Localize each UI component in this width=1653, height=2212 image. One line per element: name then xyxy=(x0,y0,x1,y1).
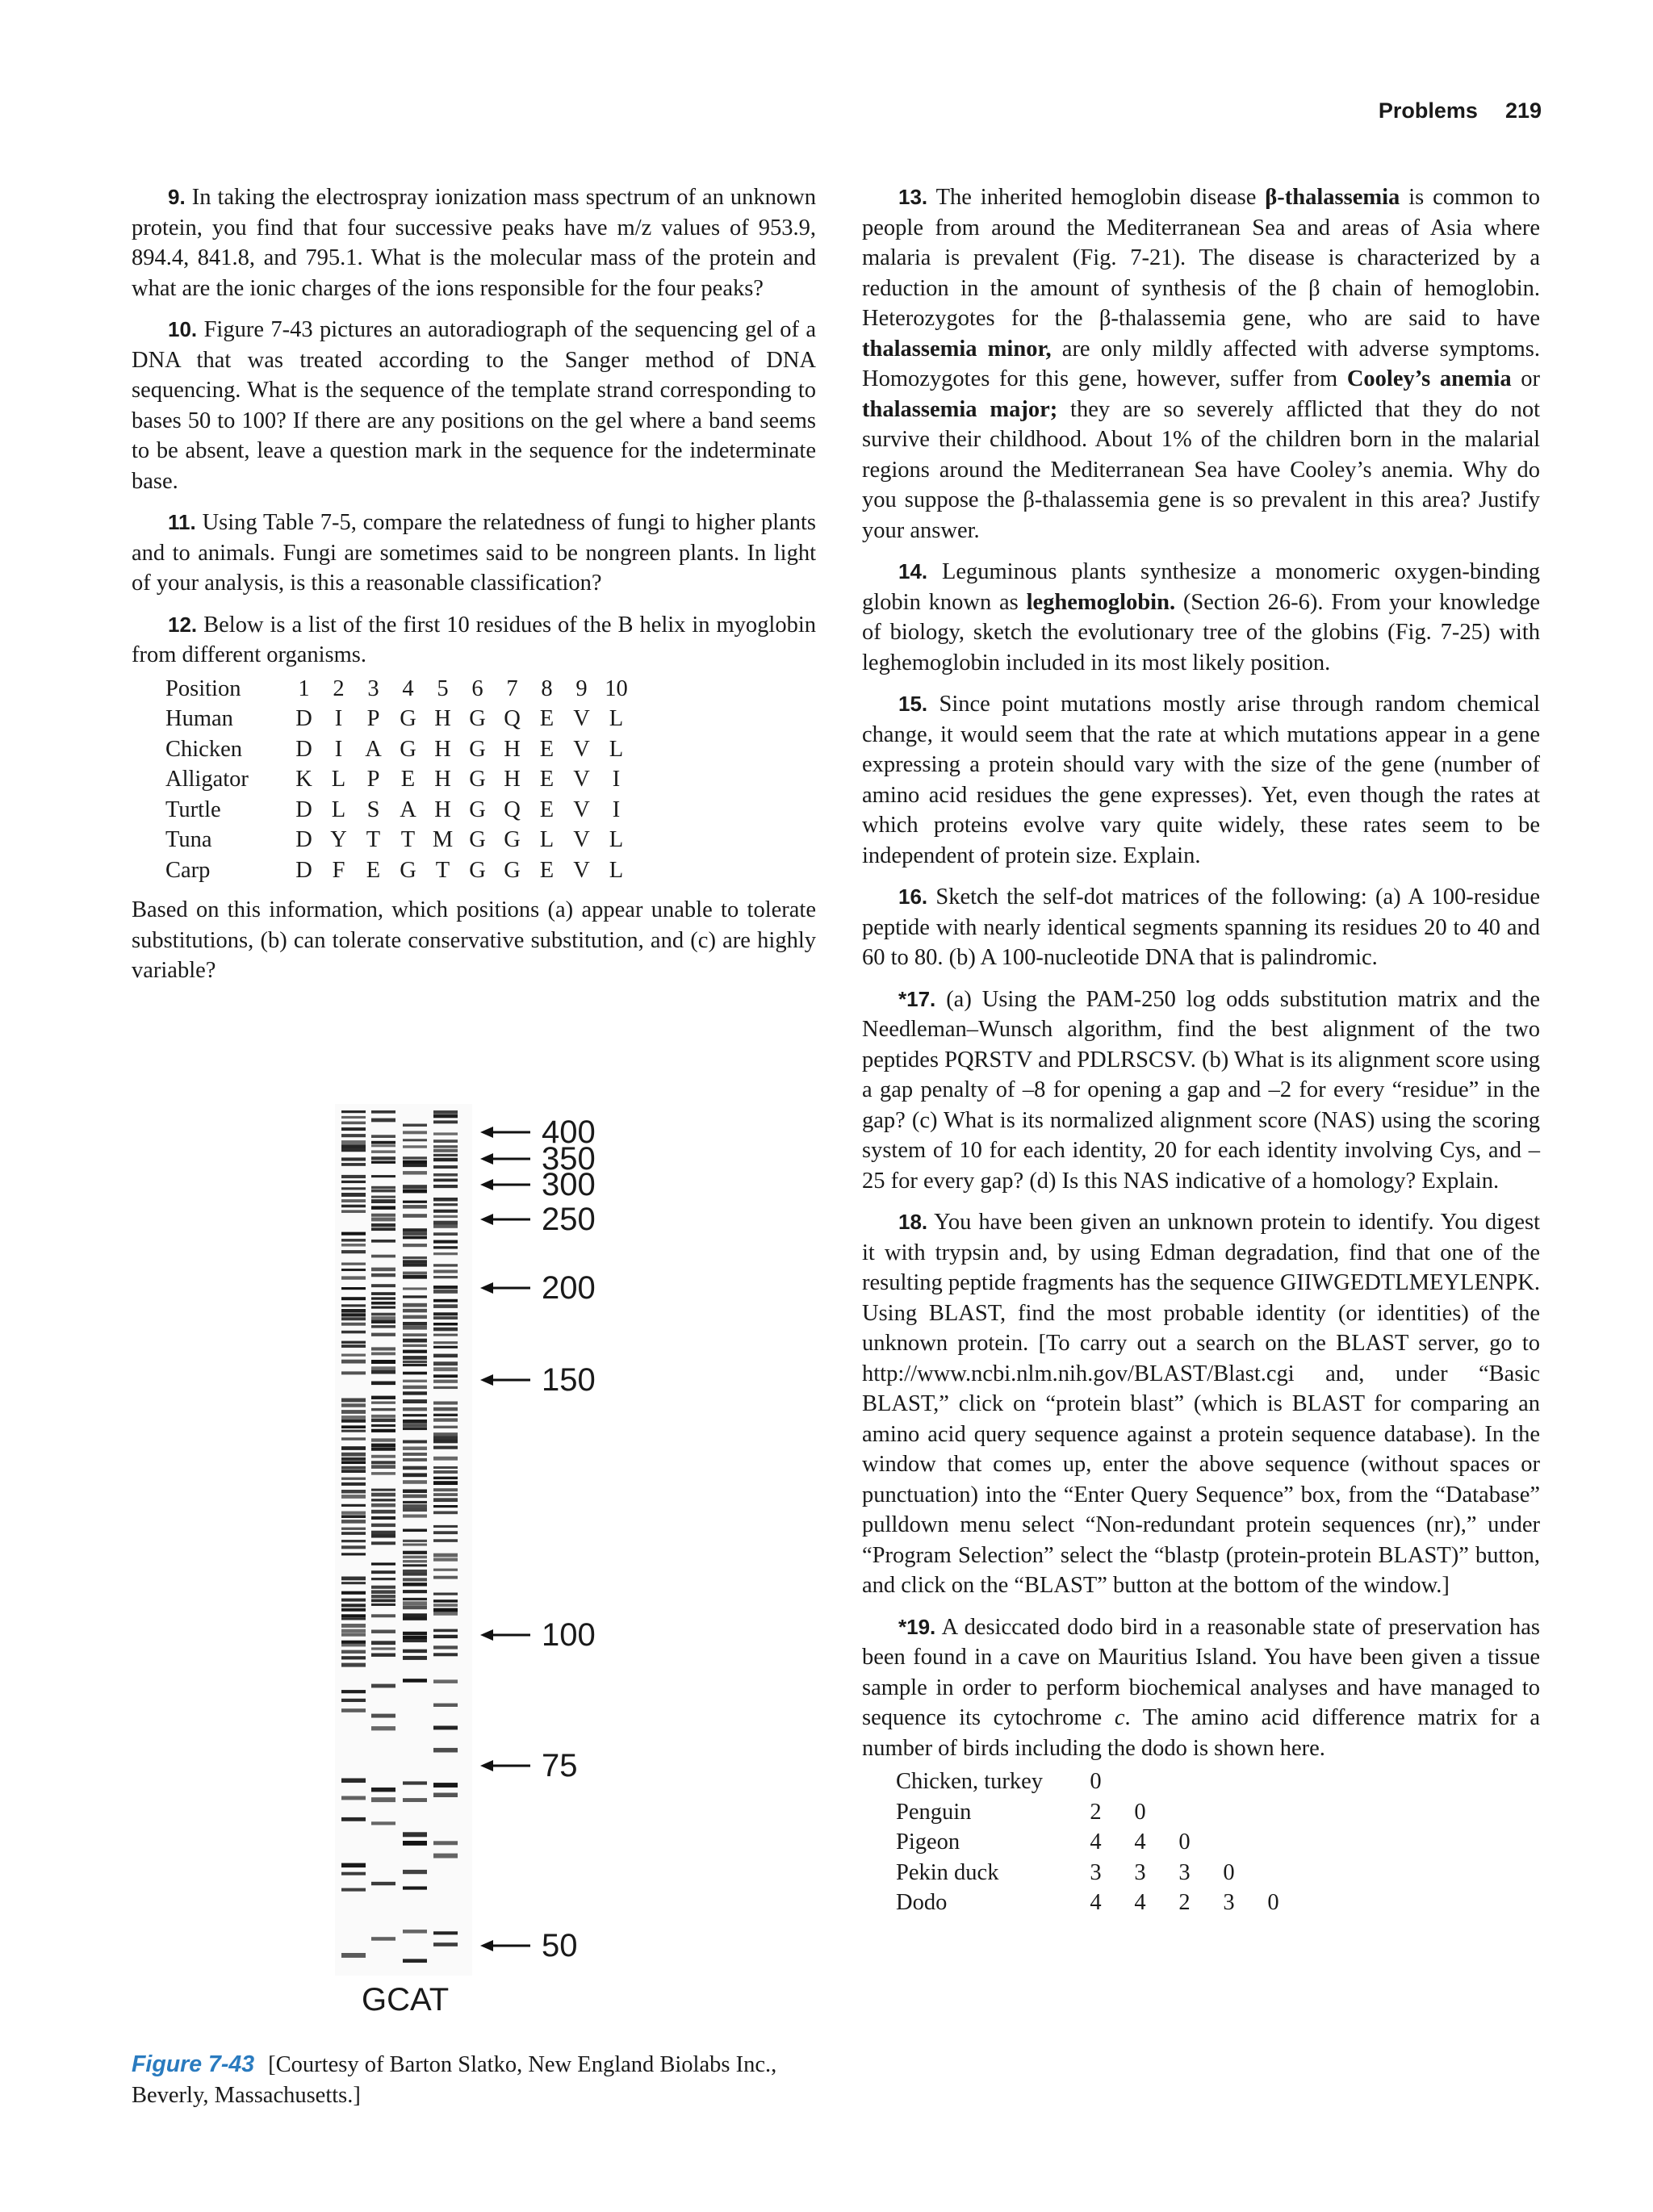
table-cell: E xyxy=(539,797,554,822)
table-row xyxy=(165,795,634,826)
problem-text: (Section 26-6). From your knowledge of biology, sketch the evolutionary tree of the globins (Fig. 7-25) with leghemoglobin included in its most likely position. xyxy=(862,589,1540,675)
table-cell: D xyxy=(295,857,312,883)
table-cell: K xyxy=(295,767,312,792)
table-cell: 2 xyxy=(1178,1890,1191,1915)
table-cell: M xyxy=(432,827,454,852)
marker-label: 400 xyxy=(542,1114,596,1150)
table-row xyxy=(896,1827,1295,1858)
table-cell: P xyxy=(366,767,380,792)
problem-11 xyxy=(132,508,816,599)
table-cell: G xyxy=(504,857,521,883)
table-cell: L xyxy=(609,736,624,762)
table-cell xyxy=(1162,1797,1207,1828)
table-cell: S xyxy=(366,797,380,822)
table-cell: 0 xyxy=(1090,1769,1102,1794)
residue-table xyxy=(165,674,634,886)
problem-number: 18. xyxy=(898,1210,928,1234)
table-cell: 3 xyxy=(367,675,379,701)
row-label: Chicken xyxy=(165,736,242,762)
problem-text: Sketch the self-dot matrices of the following: (a) A 100-residue peptide with nearly identical segments spanning its residues 20 to 40 and 60 to 80. (b) A 100-nucleotide DNA that is palindromic. xyxy=(862,884,1540,970)
problem-16 xyxy=(862,882,1540,973)
table-cell: Q xyxy=(504,706,521,731)
difference-matrix xyxy=(896,1767,1295,1918)
table-cell: D xyxy=(295,736,312,762)
table-cell xyxy=(1162,1767,1207,1797)
problem-number: 9. xyxy=(168,185,186,209)
table-cell: E xyxy=(539,706,554,731)
table-cell: E xyxy=(400,767,416,792)
size-marker xyxy=(480,1930,578,1962)
problem-text: are only mildly affected with adverse symptoms. Homozygotes for this gene, however, suffer from xyxy=(862,336,1540,391)
table-cell: 4 xyxy=(1090,1890,1102,1915)
lanes-label: GCAT xyxy=(362,1982,450,2018)
table-cell: V xyxy=(573,857,590,883)
term-cooleys-anemia: Cooley’s anemia xyxy=(1346,366,1512,391)
table-cell: G xyxy=(469,797,486,822)
table-cell: 8 xyxy=(541,675,553,701)
table-cell: D xyxy=(295,797,312,822)
size-marker xyxy=(480,1364,596,1396)
table-cell: 5 xyxy=(437,675,449,701)
table-row xyxy=(165,764,634,795)
table-cell: 4 xyxy=(1134,1829,1146,1854)
table-row xyxy=(165,704,634,734)
table-cell: H xyxy=(434,706,451,731)
problem-text: In taking the electrospray ionization mass spectrum of an unknown protein, you find that four successive peaks have m/z values of 953.9, 894.4, 841.8, and 795.1. What is the molecular mass of the protein and what are the ionic charges of the ions responsible for the four peaks? xyxy=(132,185,817,301)
table-cell: 0 xyxy=(1178,1829,1191,1854)
table-cell: L xyxy=(609,827,624,852)
problem-19 xyxy=(862,1612,1540,1764)
arrow-left-icon xyxy=(480,1177,530,1193)
table-cell: A xyxy=(400,797,416,822)
row-label: Alligator xyxy=(165,767,249,792)
table-cell: 6 xyxy=(471,675,483,701)
section-title: Problems xyxy=(1378,98,1478,123)
table-cell: I xyxy=(334,706,343,731)
figure-7-43 xyxy=(335,1104,674,2018)
table-cell: 0 xyxy=(1223,1859,1235,1885)
problem-text: . The amino acid difference matrix for a number of birds including the dodo is shown here. xyxy=(862,1705,1540,1761)
problem-13 xyxy=(862,182,1540,546)
table-cell: 10 xyxy=(605,675,628,701)
arrow-left-icon xyxy=(480,1280,530,1296)
table-cell xyxy=(1207,1827,1251,1858)
table-cell xyxy=(1118,1767,1162,1797)
table-cell: G xyxy=(469,767,486,792)
table-cell: V xyxy=(573,767,590,792)
table-cell: A xyxy=(365,736,382,762)
table-cell: I xyxy=(334,736,343,762)
problem-text: You have been given an unknown protein to identify. You digest it with trypsin and, by using Edman degradation, find that one of the resulting peptide fragments has the sequence GIIWGEDTLMEYLENPK. Using BLAST, find the most probable identity (or identities) of the unknown protein. [To carry out a search on the BLAST server, go to http://www.ncbi.nlm.nih.gov/BLAST/Blast.cgi and, under “Basic BLAST,” click on “protein blast” (which is BLAST for comparing an amino acid query sequence against a protein sequence database). In the window that comes up, enter the above sequence (without spaces or punctuation) into the “Enter Query Sequence” box, from the “Database” pulldown menu select “Non-redundant protein sequences (nr),” under “Program Selection” select the “blastp (protein-protein BLAST)” button, and click on the “BLAST” button at the bottom of the window.] xyxy=(862,1210,1540,1598)
arrow-left-icon xyxy=(480,1372,530,1388)
table-cell: L xyxy=(609,706,624,731)
table-cell xyxy=(1251,1827,1295,1858)
table-cell: T xyxy=(366,827,381,852)
term-thalassemia-minor: thalassemia minor, xyxy=(862,336,1052,362)
table-cell: H xyxy=(434,736,451,762)
table-cell: 4 xyxy=(1134,1890,1146,1915)
problem-text: Below is a list of the first 10 residues of the B helix in myoglobin from different organisms. xyxy=(132,612,817,667)
table-cell: L xyxy=(539,827,554,852)
table-cell: 1 xyxy=(298,675,310,701)
caption-text: [Courtesy of Barton Slatko, New England Biolabs Inc., Beverly, Massachusetts.] xyxy=(132,2052,777,2108)
table-cell xyxy=(1207,1767,1251,1797)
table-cell: G xyxy=(469,706,486,731)
table-row xyxy=(165,825,634,855)
table-header-row xyxy=(165,674,634,705)
marker-label: 100 xyxy=(542,1617,596,1653)
table-cell: H xyxy=(434,797,451,822)
problem-number: 14. xyxy=(898,559,928,583)
problem-number: 10. xyxy=(168,317,198,341)
problem-10 xyxy=(132,315,816,496)
table-cell: 9 xyxy=(575,675,588,701)
row-label: Chicken, turkey xyxy=(896,1769,1044,1794)
table-cell: E xyxy=(366,857,381,883)
table-cell: D xyxy=(295,706,312,731)
problem-number: *17. xyxy=(898,986,936,1011)
figure-label: Figure 7-43 xyxy=(132,2051,255,2077)
table-cell: 3 xyxy=(1090,1859,1102,1885)
problem-text: A desiccated dodo bird in a reasonable state of preservation has been found in a cave on Mauritius Island. You have been given a tissue sample in order to perform biochemical analyses and have managed to sequence its cytochrome xyxy=(862,1614,1540,1730)
table-cell: L xyxy=(331,767,346,792)
table-cell: 4 xyxy=(402,675,414,701)
table-cell: P xyxy=(366,706,380,731)
marker-label: 200 xyxy=(542,1270,596,1306)
arrow-left-icon xyxy=(480,1758,530,1774)
row-label: Position xyxy=(165,675,241,701)
problem-9 xyxy=(132,182,816,303)
table-cell: Y xyxy=(330,827,347,852)
problem-text: is common to people from around the Mediterranean Sea and areas of Asia where malaria is prevalent (Fig. 7-21). The disease is characterized by a reduction in the amount of synthesis of the β chain of hemoglobin. Heterozygotes for the β-thalassemia gene, who are said to have xyxy=(862,185,1540,331)
problem-12-followup: Based on this information, which positions (a) appear unable to tolerate substitutions, (b) can tolerate conservative substitution, and (c) are highly variable? xyxy=(132,897,816,983)
arrow-left-icon xyxy=(480,1938,530,1954)
marker-label: 250 xyxy=(542,1202,596,1237)
table-cell: G xyxy=(400,706,416,731)
row-label: Pigeon xyxy=(896,1829,960,1854)
row-label: Dodo xyxy=(896,1890,948,1915)
marker-label: 350 xyxy=(542,1141,596,1177)
table-cell: 7 xyxy=(506,675,518,701)
right-column xyxy=(862,182,1540,1918)
table-cell: 2 xyxy=(333,675,345,701)
row-label: Pekin duck xyxy=(896,1859,999,1885)
table-row xyxy=(896,1888,1295,1918)
table-row xyxy=(165,855,634,886)
table-cell: Q xyxy=(504,797,521,822)
problem-18 xyxy=(862,1207,1540,1601)
size-marker xyxy=(480,1169,596,1201)
arrow-left-icon xyxy=(480,1627,530,1643)
table-row xyxy=(165,734,634,765)
table-cell: T xyxy=(400,827,416,852)
table-cell: E xyxy=(539,857,554,883)
marker-label: 300 xyxy=(542,1167,596,1202)
problem-text: Using Table 7-5, compare the relatedness of fungi to higher plants and to animals. Fungi are sometimes said to be nongreen plants. In light of your analysis, is this a reasonable classification? xyxy=(132,510,816,596)
left-column xyxy=(132,182,816,997)
term-leghemoglobin: leghemoglobin. xyxy=(1026,589,1176,615)
problem-number: 11. xyxy=(168,510,196,534)
problem-number: *19. xyxy=(898,1614,936,1639)
table-cell: H xyxy=(434,767,451,792)
marker-label: 75 xyxy=(542,1748,578,1783)
table-cell: G xyxy=(469,827,486,852)
table-cell: T xyxy=(435,857,450,883)
table-cell: L xyxy=(331,797,346,822)
table-cell: H xyxy=(504,767,521,792)
row-label: Turtle xyxy=(165,797,221,822)
problem-text: Since point mutations mostly arise through random chemical change, it would seem that the rate at which mutations appear in a gene expressing a protein should vary with the size of the gene (number of amino acid residues the gene expresses). Yet, even though the rates at which proteins evolve vary quite widely, these rates seem to be independent of protein size. Explain. xyxy=(862,692,1540,868)
table-cell: G xyxy=(469,736,486,762)
problem-text: Leguminous plants synthesize a monomeric oxygen-binding globin known as xyxy=(862,559,1541,615)
row-label: Carp xyxy=(165,857,211,883)
problem-text: (a) Using the PAM-250 log odds substitution matrix and the Needleman–Wunsch algorithm, find the best alignment of the two peptides PQRSTV and PDLRSCSV. (b) What is its alignment score using a gap penalty of –8 for opening a gap and –2 for every “residue” in the gap? (c) What is its normalized alignment score (NAS) using the scoring system of 10 for each identity, 20 for each identity involving Cys, and –25 for every gap? (d) Is this NAS indicative of a homology? Explain. xyxy=(862,986,1540,1194)
problem-17 xyxy=(862,985,1540,1197)
table-cell: F xyxy=(332,857,345,883)
figure-caption xyxy=(132,2050,818,2110)
problem-text: or xyxy=(1511,366,1540,391)
table-cell: V xyxy=(573,827,590,852)
term-thalassemia-major: thalassemia major; xyxy=(862,396,1058,422)
table-row xyxy=(896,1767,1295,1797)
problem-text: they are so severely afflicted that they do not survive their childhood. About 1% of the children born in the malarial regions around the Mediterranean Sea have Cooley’s anemia. Why do you suppose the β-thalassemia gene is so prevalent in this area? Justify your answer. xyxy=(862,396,1541,543)
table-cell: L xyxy=(609,857,624,883)
problem-number: 13. xyxy=(898,185,928,209)
table-cell: V xyxy=(573,736,590,762)
arrow-left-icon xyxy=(480,1211,530,1227)
table-cell: G xyxy=(400,857,416,883)
size-marker xyxy=(480,1272,596,1304)
problem-number: 16. xyxy=(898,884,928,909)
problem-text: Figure 7-43 pictures an autoradiograph of the sequencing gel of a DNA that was treated according to the Sanger method of DNA sequencing. What is the sequence of the template strand corresponding to bases 50 to 100? If there are any positions on the gel where a band seems to be absent, leave a question mark in the sequence for the indeterminate base. xyxy=(132,317,816,494)
arrow-left-icon xyxy=(480,1151,530,1167)
table-cell xyxy=(1251,1797,1295,1828)
problem-text: The inherited hemoglobin disease xyxy=(935,185,1266,210)
size-marker xyxy=(480,1619,596,1651)
table-cell: 3 xyxy=(1178,1859,1191,1885)
table-cell: V xyxy=(573,706,590,731)
table-cell: 2 xyxy=(1090,1799,1102,1825)
table-cell: 3 xyxy=(1223,1890,1235,1915)
table-cell xyxy=(1207,1797,1251,1828)
row-label: Tuna xyxy=(165,827,212,852)
table-row xyxy=(896,1858,1295,1888)
table-cell: I xyxy=(612,797,621,822)
arrow-left-icon xyxy=(480,1124,530,1140)
table-cell: E xyxy=(539,767,554,792)
problem-14 xyxy=(862,557,1540,678)
table-cell: 0 xyxy=(1267,1890,1279,1915)
table-cell: V xyxy=(573,797,590,822)
table-cell: 3 xyxy=(1134,1859,1146,1885)
marker-label: 50 xyxy=(542,1928,578,1963)
size-marker xyxy=(480,1750,578,1782)
table-cell: 4 xyxy=(1090,1829,1102,1854)
table-row xyxy=(896,1797,1295,1828)
table-cell: H xyxy=(504,736,521,762)
problem-12 xyxy=(132,610,816,671)
problem-15 xyxy=(862,689,1540,871)
table-cell: G xyxy=(400,736,416,762)
running-header xyxy=(1379,98,1542,123)
table-cell xyxy=(1251,1767,1295,1797)
table-cell: E xyxy=(539,736,554,762)
table-cell: I xyxy=(612,767,621,792)
term-beta-thalassemia: β-thalassemia xyxy=(1265,185,1400,210)
problem-number: 12. xyxy=(168,612,198,637)
table-cell: 0 xyxy=(1134,1799,1146,1825)
row-label: Penguin xyxy=(896,1799,972,1825)
size-marker xyxy=(480,1203,596,1236)
table-cell: G xyxy=(504,827,521,852)
row-label: Human xyxy=(165,706,233,731)
table-cell xyxy=(1251,1858,1295,1888)
page-number: 219 xyxy=(1504,98,1542,123)
italic-c: c xyxy=(1114,1705,1125,1730)
table-cell: D xyxy=(295,827,312,852)
problem-number: 15. xyxy=(898,692,928,716)
table-cell: G xyxy=(469,857,486,883)
marker-label: 150 xyxy=(542,1362,596,1398)
sequencing-gel-image xyxy=(335,1104,472,1976)
